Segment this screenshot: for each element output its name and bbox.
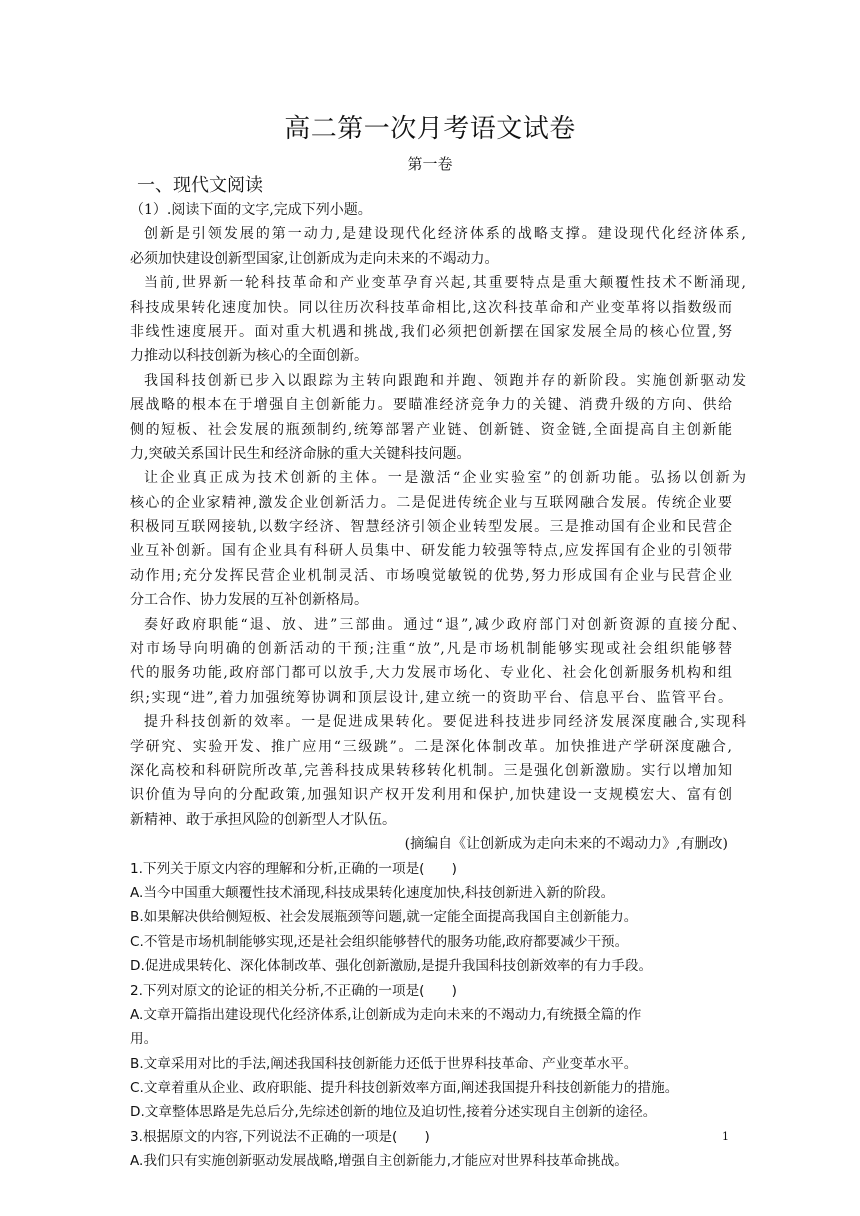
question-option: A.当今中国重大颠覆性技术涌现,科技成果转化速度加快,科技创新进入新的阶段。 — [130, 884, 615, 901]
passage-line: 动作用;充分发挥民营企业机制灵活、市场嗅觉敏锐的优势,努力形成国有企业与民营企业 — [130, 567, 732, 584]
questions — [130, 857, 740, 1174]
passage-line: 让企业真正成为技术创新的主体。一是激活“企业实验室”的创新功能。弘扬以创新为 — [144, 470, 746, 487]
passage-line: 学研究、实验开发、推广应用“三级跳”。二是深化体制改革。加快推进产学研深度融合, — [130, 738, 732, 755]
question-option: D.促进成果转化、深化体制改革、强化创新激励,是提升我国科技创新效率的有力手段。 — [130, 958, 653, 975]
passage-line: 展战略的根本在于增强自主创新能力。要瞄准经济竞争力的关键、消费升级的方向、供给 — [130, 397, 732, 414]
volume-label: 第一卷 — [407, 155, 453, 173]
passage-line: 积极同互联网接轨,以数字经济、智慧经济引领企业转型发展。三是推动国有企业和民营企 — [130, 519, 732, 536]
question-stem: 3.根据原文的内容,下列说法不正确的一项是( ) — [130, 1128, 430, 1145]
passage-line: 力推动以科技创新为核心的全面创新。 — [130, 348, 368, 365]
passage-line: 核心的企业家精神,激发企业创新活力。二是促进传统企业与互联网融合发展。传统企业要 — [130, 494, 732, 511]
passage-line: 必须加快建设创新型国家,让创新成为走向未来的不竭动力。 — [130, 250, 499, 267]
question-option: D.文章整体思路是先总后分,先综述创新的地位及迫切性,接着分述实现自主创新的途径。 — [130, 1104, 657, 1121]
passage-line: 提升科技创新的效率。一是促进成果转化。要促进科技进步同经济发展深度融合,实现科 — [144, 714, 746, 731]
passage-line: 对市场导向明确的创新活动的干预;注重“放”,凡是市场机制能够实现或社会组织能够替 — [130, 641, 732, 658]
document-body — [130, 198, 746, 1174]
passage-line: 我国科技创新已步入以跟踪为主转向跟跑和并跑、领跑并存的新阶段。实施创新驱动发 — [144, 372, 746, 389]
passage-line: 分工合作、协力发展的互补创新格局。 — [130, 592, 368, 609]
question-option: A.我们只有实施创新驱动发展战略,增强自主创新能力,才能应对世界科技革命挑战。 — [130, 1153, 628, 1170]
question-option: B.文章采用对比的手法,阐述我国科技创新能力还低于世界科技革命、产业变革水平。 — [130, 1055, 638, 1072]
question-option: C.文章着重从企业、政府职能、提升科技创新效率方面,阐述我国提升科技创新能力的措施。 — [130, 1080, 679, 1097]
question-option: C.不管是市场机制能够实现,还是社会组织能够替代的服务功能,政府都要减少干预。 — [130, 933, 629, 950]
passage-line: 代的服务功能,政府部门都可以放手,大力发展市场化、专业化、社会化创新服务机构和组 — [130, 665, 732, 682]
instruction-line: （1）.阅读下面的文字,完成下列小题。 — [130, 202, 372, 218]
passage-line: 当前,世界新一轮科技革命和产业变革孕育兴起,其重要特点是重大颠覆性技术不断涌现, — [144, 275, 746, 292]
question-option: 用。 — [130, 1031, 158, 1048]
question-stem: 2.下列对原文的论证的相关分析,不正确的一项是( ) — [130, 982, 457, 999]
section-heading: 一、现代文阅读 — [137, 175, 263, 196]
passage-line: 力,突破关系国计民生和经济命脉的重大关键科技问题。 — [130, 445, 471, 462]
question-option: B.如果解决供给侧短板、社会发展瓶颈等问题,就一定能全面提高我国自主创新能力。 — [130, 909, 638, 926]
question-option: A.文章开篇指出建设现代化经济体系,让创新成为走向未来的不竭动力,有统摄全篇的作 — [130, 1006, 642, 1023]
passage-line: 业互补创新。国有企业具有科研人员集中、研发能力较强等特点,应发挥国有企业的引领带 — [130, 543, 732, 560]
passage-line: 侧的短板、社会发展的瓶颈制约,统筹部署产业链、创新链、资金链,全面提高自主创新能 — [130, 421, 732, 438]
passage-line: 非线性速度展开。面对重大机遇和挑战,我们必须把创新摆在国家发展全局的核心位置,努 — [130, 323, 732, 340]
passage-line: 科技成果转化速度加快。同以往历次科技革命相比,这次科技革命和产业变革将以指数级而 — [130, 299, 732, 316]
source-citation: (摘编自《让创新成为走向未来的不竭动力》,有删改) — [404, 836, 728, 853]
passage-line: 创新是引领发展的第一动力,是建设现代化经济体系的战略支撑。建设现代化经济体系, — [144, 226, 746, 243]
passage-line: 奏好政府职能“退、放、进”三部曲。通过“退”,减少政府部门对创新资源的直接分配、 — [144, 616, 746, 633]
passage-line: 织;实现“进”,着力加强统筹协调和顶层设计,建立统一的资助平台、信息平台、监管平台。 — [130, 689, 732, 706]
passage-line: 深化高校和科研院所改革,完善科技成果转移转化机制。三是强化创新激励。实行以增加知 — [130, 762, 732, 779]
page-number: 1 — [722, 1130, 729, 1143]
passage — [130, 222, 746, 832]
passage-line: 新精神、敢于承担风险的创新型人才队伍。 — [130, 811, 396, 828]
question-stem: 1.下列关于原文内容的理解和分析,正确的一项是( ) — [130, 860, 457, 877]
page-title: 高二第一次月考语文试卷 — [284, 114, 576, 144]
passage-line: 识价值为导向的分配政策,加强知识产权开发利用和保护,加快建设一支规模宏大、富有创 — [130, 787, 732, 804]
